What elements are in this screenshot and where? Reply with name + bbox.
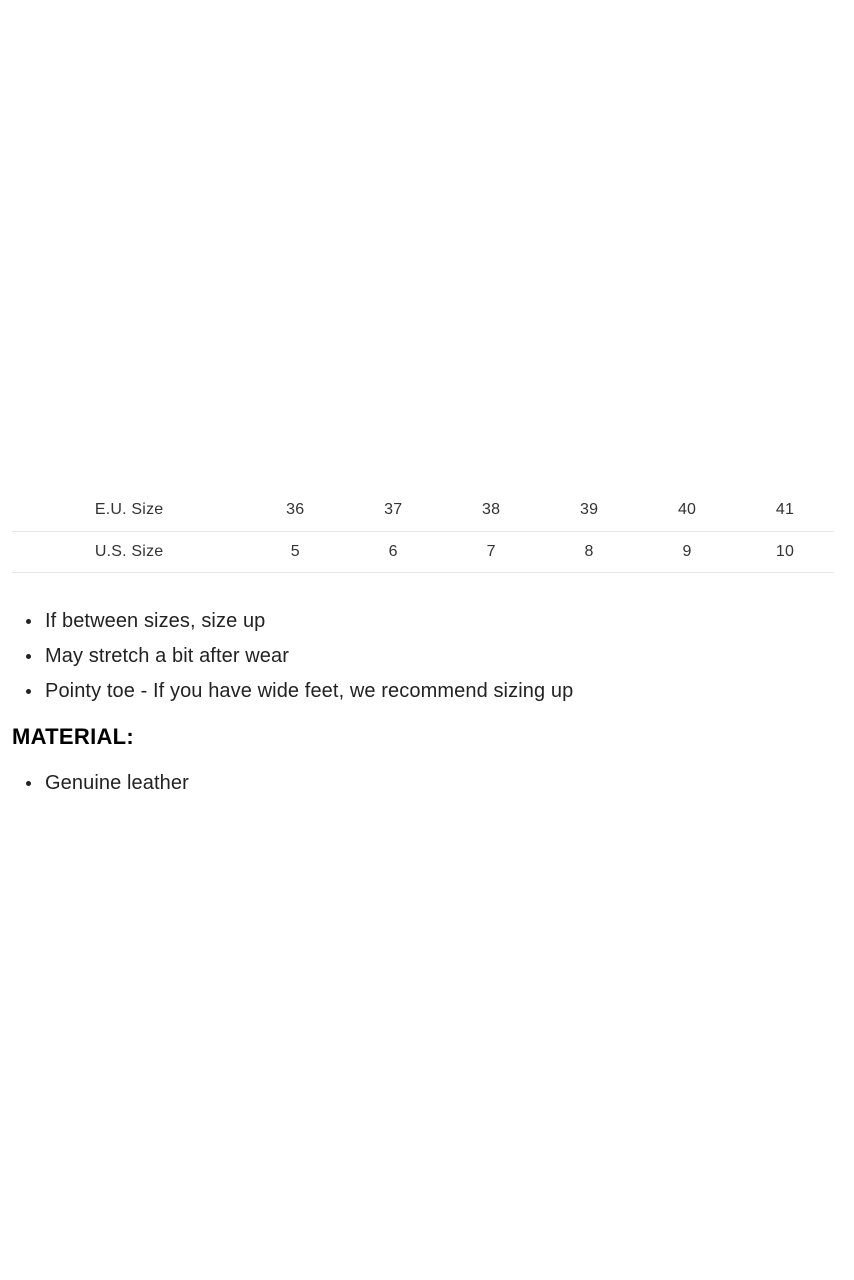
size-chart-table	[12, 490, 834, 573]
eu-size-value: 41	[775, 501, 795, 519]
product-details-section	[12, 0, 834, 801]
material-text: Genuine leather	[45, 771, 189, 794]
us-size-value: 7	[486, 542, 496, 560]
eu-size-row-label: E.U. Size	[94, 501, 164, 519]
us-size-value: 8	[584, 542, 594, 560]
note-text: Pointy toe - If you have wide feet, we recommend sizing up	[45, 679, 574, 702]
list-item	[12, 639, 834, 674]
eu-size-value: 39	[580, 501, 599, 519]
us-size-value: 6	[388, 542, 398, 560]
material-list	[12, 766, 834, 801]
table-row-eu-size	[12, 490, 834, 531]
table-row-us-size	[12, 531, 834, 572]
eu-size-value: 38	[482, 501, 501, 519]
us-size-value: 5	[290, 542, 300, 560]
bullet-icon	[26, 689, 31, 694]
us-size-value: 9	[682, 542, 692, 560]
note-text: May stretch a bit after wear	[45, 644, 290, 667]
material-heading: MATERIAL:	[12, 723, 135, 749]
eu-size-value: 37	[384, 501, 403, 519]
fit-notes-list	[12, 604, 834, 709]
note-text: If between sizes, size up	[45, 609, 266, 632]
us-size-row-label: U.S. Size	[94, 542, 164, 560]
eu-size-value: 40	[677, 501, 697, 519]
bullet-icon	[26, 619, 31, 624]
us-size-value: 10	[775, 542, 795, 560]
eu-size-value: 36	[286, 501, 305, 519]
list-item	[12, 674, 834, 709]
list-item	[12, 604, 834, 639]
bullet-icon	[26, 654, 31, 659]
bullet-icon	[26, 781, 31, 786]
list-item	[12, 766, 834, 801]
